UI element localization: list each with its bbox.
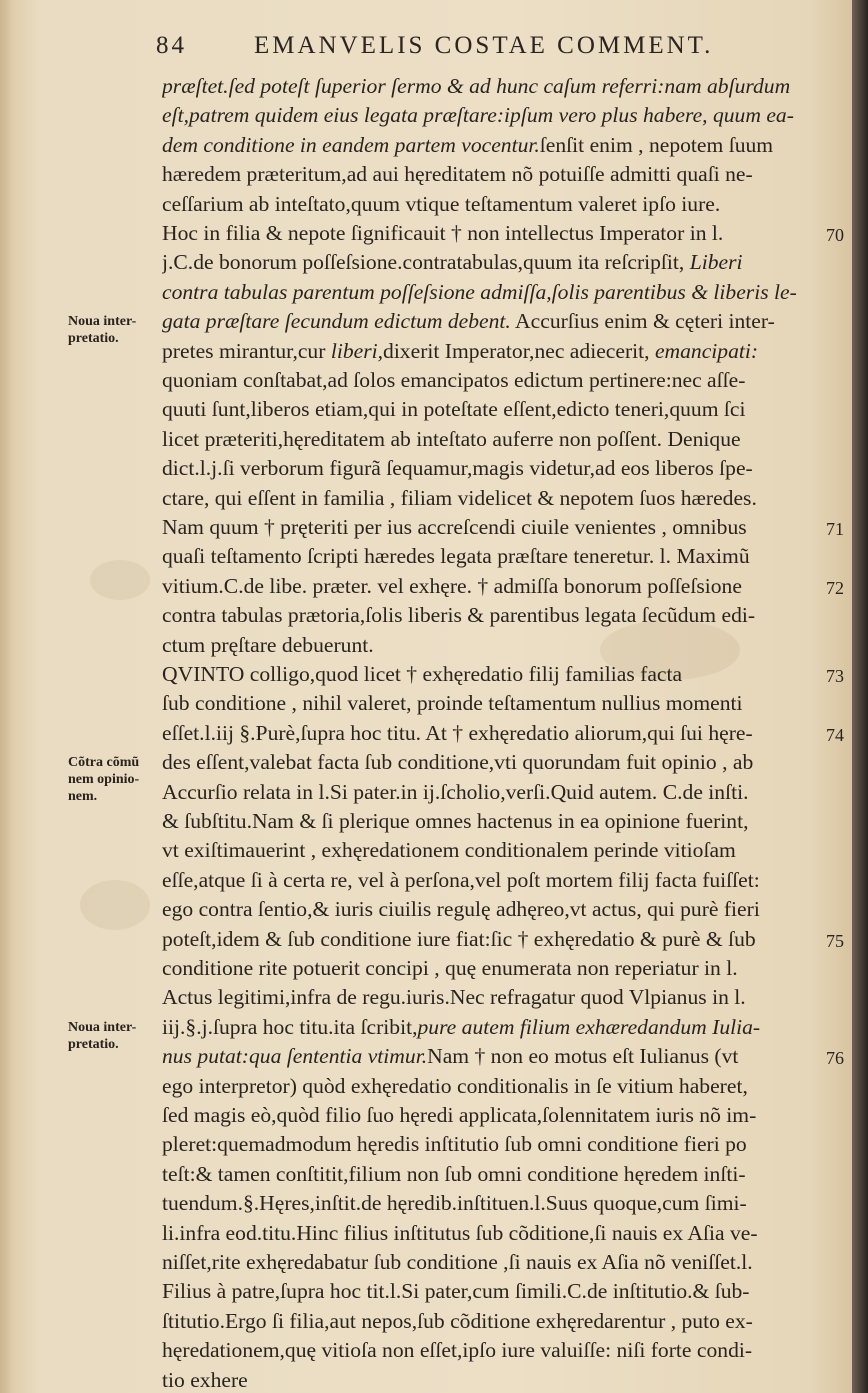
text-segment: hęredationem,quę vitioſa non eſſet,ipſo iure valuiſſe: niſi forte condi- xyxy=(162,1338,753,1363)
text-line xyxy=(162,70,822,102)
text-segment: ego interpretor) quòd exhęredatio conditionalis in ſe vitium haberet, xyxy=(162,1073,748,1098)
text-line xyxy=(162,1364,822,1393)
text-segment: ego contra ſentio,& iuris ciuilis regulę adhęreo,vt actus, qui purè fieri xyxy=(162,897,760,922)
text-segment: pretes mirantur,cur xyxy=(162,338,331,363)
text-line xyxy=(162,599,822,631)
text-line xyxy=(162,864,822,896)
text-line xyxy=(162,217,822,249)
text-segment: vt exiſtimauerint , exhęredationem conditionalem perinde vitioſam xyxy=(162,838,736,863)
text-line xyxy=(162,1040,822,1072)
text-segment: tuendum.§.Hęres,inſtit.de hęredib.inſtituen.l.Suus quoque,cum ſimi- xyxy=(162,1191,747,1216)
text-segment: teſt:& tamen conſtitit,filium non ſub omni conditione hęredem inſti- xyxy=(162,1161,746,1186)
text-segment: ctare, qui eſſent in familia , filiam videlicet & nepotem ſuos hæredes. xyxy=(162,485,757,510)
text-segment: QVINTO colligo,quod licet † exhęredatio filij familias facta xyxy=(162,662,683,686)
text-segment: ceſſarium ab inteſtato,quum vtique teſtamentum valeret ipſo iure. xyxy=(162,191,721,216)
text-segment: contra tabulas parentum poſſeſsione admiſſa,ſolis parentibus & liberis le- xyxy=(162,279,797,304)
text-segment: Nam † non eo motus eſt Iulianus (vt xyxy=(427,1044,739,1069)
text-segment: ſtitutio.Ergo ſi filia,aut nepos,ſub cõditione exhęredarentur , puto ex- xyxy=(162,1308,753,1333)
text-segment: des eſſent,valebat facta ſub conditione,vti quorundam fuit opinio , ab xyxy=(162,750,754,775)
text-segment: dem conditione in eandem partem vocentur. xyxy=(162,132,540,157)
text-line xyxy=(162,1158,822,1190)
text-segment: liberi, xyxy=(330,338,384,363)
paper-stain xyxy=(80,880,150,930)
text-line xyxy=(162,1246,822,1278)
text-line xyxy=(162,423,822,455)
text-line xyxy=(162,717,822,749)
running-head: EMANVELIS COSTAE COMMENT. xyxy=(254,32,714,59)
text-segment: hæredem præteritum,ad aui hęreditatem nõ potuiſſe admitti quaſi ne- xyxy=(162,162,753,187)
text-line xyxy=(162,1334,822,1366)
text-line xyxy=(162,305,822,337)
text-line xyxy=(162,393,822,425)
text-segment: ſub conditione , nihil valeret, proinde teſtamentum nullius momenti xyxy=(162,691,743,716)
text-line xyxy=(162,1011,822,1043)
text-line xyxy=(162,99,822,131)
text-line xyxy=(162,893,822,925)
text-segment: pure autem filium exhæredandum Iulia- xyxy=(417,1014,761,1039)
text-segment: nus putat:qua ſententia vtimur. xyxy=(162,1044,428,1069)
text-line xyxy=(162,276,822,308)
text-line xyxy=(162,981,822,1013)
text-line xyxy=(162,570,822,602)
text-line xyxy=(162,364,822,396)
text-segment: quoniam conſtabat,ad ſolos emancipatos edictum pertinere:nec aſſe- xyxy=(162,368,746,392)
text-segment: dixerit Imperator,nec adiecerit, xyxy=(383,338,655,363)
side-note: Noua inter- pretatio. xyxy=(68,1019,137,1052)
text-line xyxy=(162,1128,822,1160)
text-line xyxy=(162,482,822,514)
text-segment: ſenſit enim , nepotem ſuum xyxy=(539,132,774,157)
text-segment: conditione rite potuerit concipi , quę enumerata non reperiatur in l. xyxy=(162,956,738,980)
margin-line-number: 71 xyxy=(826,519,844,539)
text-segment: Liberi xyxy=(689,250,743,275)
margin-line-number: 70 xyxy=(826,225,844,245)
text-line xyxy=(162,158,822,190)
text-segment: tio exhere xyxy=(162,1367,248,1392)
text-segment: ſed magis eò,quòd filio ſuo hęredi applicata,ſolennitatem iuris nõ im- xyxy=(162,1103,757,1127)
page-edge xyxy=(852,0,868,1393)
page-number: 84 xyxy=(156,32,187,59)
margin-line-number: 72 xyxy=(826,577,844,598)
margin-line-number: 76 xyxy=(826,1048,844,1069)
text-segment: j.C.de bonorum poſſeſsione.contratabulas,quum ita reſcripſit, xyxy=(162,250,690,275)
text-segment: Accurſius enim & cęteri inter- xyxy=(510,309,775,334)
text-segment: pleret:quemadmodum hęredis inſtitutio ſub omni conditione fieri po xyxy=(162,1132,747,1157)
text-line xyxy=(162,335,822,367)
text-line xyxy=(162,188,822,220)
text-line xyxy=(162,1099,822,1131)
text-line xyxy=(162,629,822,661)
text-line xyxy=(162,246,822,278)
text-segment: præſtet.ſed poteſt ſuperior ſermo & ad hunc caſum referri:nam abſurdum xyxy=(162,74,791,98)
text-line xyxy=(162,1187,822,1219)
text-segment: poteſt,idem & ſub conditione iure fiat:ſic † exhęredatio & purè & ſub xyxy=(162,926,756,951)
text-segment: vitium.C.de libe. præter. vel exhęre. † admiſſa bonorum poſſeſsione xyxy=(162,573,742,598)
text-segment: eſſe,atque ſi à certa re, vel à perſona,vel poſt mortem filij facta fuiſſet: xyxy=(162,867,760,892)
page-header xyxy=(148,32,788,68)
text-segment: eſt,patrem quidem eius legata præſtare:ipſum vero plus habere, quum ea- xyxy=(162,103,794,128)
margin-line-number: 75 xyxy=(826,930,844,951)
margin-line-number: 73 xyxy=(826,666,844,686)
text-segment: eſſet.l.iij §.Purè,ſupra hoc titu. At † exhęredatio aliorum,qui ſui hęre- xyxy=(162,720,753,745)
text-segment: dict.l.j.ſi verborum figurã ſequamur,magis videtur,ad eos liberos ſpe- xyxy=(162,456,753,481)
text-line xyxy=(162,658,822,690)
text-segment: li.infra eod.titu.Hinc filius inſtitutus ſub cõditione,ſi nauis ex Aſia ve- xyxy=(162,1220,758,1245)
text-segment: contra tabulas prætoria,ſolis liberis & parentibus legata ſecũdum edi- xyxy=(162,603,756,628)
text-segment: Filius à patre,ſupra hoc tit.l.Si pater,cum ſimili.C.de inſtitutio.& ſub- xyxy=(162,1279,750,1304)
text-line xyxy=(162,776,822,808)
text-line xyxy=(162,834,822,866)
text-segment: emancipati: xyxy=(654,338,759,363)
text-segment: iij.§.j.ſupra hoc titu.ita ſcribit, xyxy=(162,1014,418,1039)
text-segment: gata præſtare ſecundum edictum debent. xyxy=(162,309,511,334)
text-line xyxy=(162,952,822,984)
text-segment: Nam quum † pręteriti per ius accreſcendi ciuile venientes , omnibus xyxy=(162,515,747,539)
text-line xyxy=(162,540,822,572)
text-segment: ctum pręſtare debuerunt. xyxy=(162,632,374,657)
text-line xyxy=(162,687,822,719)
text-segment: Accurſio relata in l.Si pater.in ij.ſcholio,verſi.Quid autem. C.de inſti. xyxy=(162,779,749,804)
text-line xyxy=(162,1275,822,1307)
text-line xyxy=(162,805,822,837)
text-line xyxy=(162,1070,822,1102)
text-segment: & ſubſtitu.Nam & ſi plerique omnes hactenus in ea opinione fuerint, xyxy=(162,809,749,833)
side-note: Cõtra cõmũ nem opinio- nem. xyxy=(68,755,140,805)
text-line xyxy=(162,511,822,543)
margin-line-number: 74 xyxy=(826,724,844,745)
text-line xyxy=(162,1305,822,1337)
text-segment: Actus legitimi,infra de regu.iuris.Nec refragatur quod Vlpianus in l. xyxy=(162,985,746,1010)
text-line xyxy=(162,129,822,161)
text-line xyxy=(162,746,822,778)
paper-stain xyxy=(90,560,150,600)
text-segment: quaſi teſtamento ſcripti hæredes legata præſtare teneretur. l. Maximũ xyxy=(162,544,750,569)
text-line xyxy=(162,923,822,955)
text-line xyxy=(162,452,822,484)
text-segment: niſſet,rite exhęredabatur ſub conditione ,ſi nauis ex Aſia nõ veniſſet.l. xyxy=(162,1250,753,1274)
text-line xyxy=(162,1217,822,1249)
text-segment: quuti ſunt,liberos etiam,qui in poteſtate eſſent,edicto teneri,quum ſci xyxy=(162,397,746,422)
side-note: Noua inter- pretatio. xyxy=(68,314,137,347)
text-segment: Hoc in filia & nepote ſignificauit † non intellectus Imperator in l. xyxy=(162,221,724,245)
text-segment: licet præteriti,hęreditatem ab inteſtato auferre non poſſent. Denique xyxy=(162,426,741,451)
